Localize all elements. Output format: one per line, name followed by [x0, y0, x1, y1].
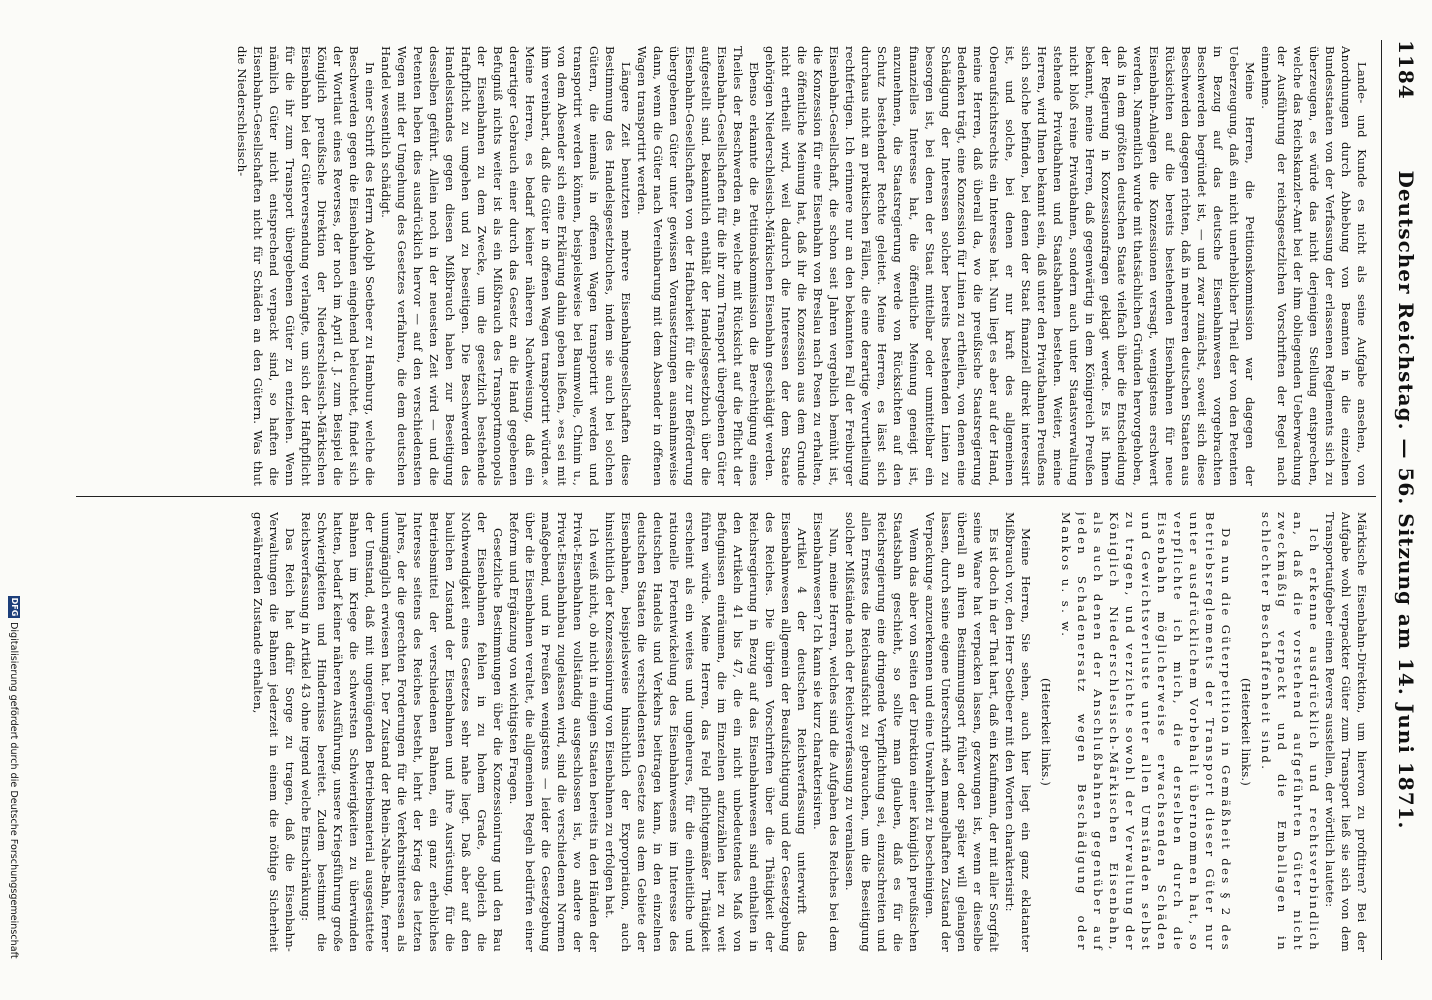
paragraph: In einer Schrift des Herrn Adolph Soetbeer zu Hamburg, welche die Beschwerden gegen die Eisenbahnen eingehend beleuchtet, findet sich der Wortlaut eines Reverses, der noch im April d. J. zum Beispiel die Königlich preußische Direktion der Niederschlesisch-Märkischen Eisenbahn bei der Güterversendung verlangte, um sich der Haftpflicht für die ihr zum Transport übergebenen Güter zu entziehen. Wenn nämlich Güter nicht entsprechend verpackt sind, so haften die Eisenbahn-Gesellschaften nicht für Schäden an den Gütern. Was thut die Niederschlesisch- — [235, 46, 377, 486]
paragraph: Da nun die Güterpetition in Gemäßheit des § 2 des Betriebsreglements der Transport dieser Güter nur unter ausdrücklichem Vorbehalt übernommen hat, so verpflichte ich mich, die derselben durch die Eisenbahn möglicherweise erwachsenden Schäden und Gewichtsverluste unter allen Umständen selbst zu tragen, und verzichte sowohl der Verwaltung der Königlich Niederschlesisch-Märkischen Eisenbahn, als auch denen der Anschlußbahnen gegenüber auf jeden Schadenersatz wegen Beschädigung oder Mankos u. s. w. — [1059, 512, 1233, 952]
paragraph: (Heiterkeit links.) — [1039, 677, 1053, 787]
running-head — [1388, 40, 1418, 960]
paragraph: Längere Zeit benutzten mehrere Eisenbahngesellschaften diese Bestimmung des Handelsgesetzbuches, indem sie auch bei solchen Gütern, die niemals in offenen Wagen transportirt werden und transportirt werden können, beispielsweise bei Baumwolle, Chinin u., von dem Absender sich eine Erklärung dahin geben ließen, »es sei mit ihm vereinbart, daß die Güter in offenen Wagen transportirt würden.« Meine Herren, es bedarf keiner näheren Nachweisung, daß ein derartiger Gebrauch einer durch das Gesetz an die Hand gegebenen Befugniß nichts weiter ist als ein Mißbrauch des Transportmonopols der Eisenbahnen zu dem Zwecke, um die gesetzlich bestehende Haftpflicht zu umgehen und zu beseitigen. Die Beschwerden des Handelsstandes gegen diesen Mißbrauch haben zur Beseitigung desselben geführt. Allein noch in der neuesten Zeit wird — und die Petenten heben dies ausdrücklich hervor — auf den verschiedensten Wegen mit der Umgehung des Gesetzes verfahren, die dem deutschen Handel wesentlich schädigt. — [379, 46, 633, 486]
paragraph: (Heiterkeit links.) — [1239, 677, 1253, 787]
text-column-left — [50, 46, 1370, 486]
dfg-logo: DFG — [10, 597, 19, 617]
paragraph: Meine Herren, Sie sehen, auch hier liegt ein ganz eklatanter Mißbrauch vor, den Herr Soetbeer mit den Worten charakterisirt: — [1003, 512, 1033, 952]
header-rule — [1381, 40, 1382, 960]
paragraph: Ich erkenne ausdrücklich und rechtsverbindlich an, daß die vorstehend aufgeführten Güter nicht zweckmäßig verpackt und die Emballagen in schlechter Beschaffenheit sind. — [1259, 512, 1321, 952]
paragraph: Ebenso erkannte die Petitionskommission die Berechtigung eines Theiles der Beschwerden an, welche mit Rücksicht auf die Pflicht der Eisenbahn-Gesellschaften für die ihr zum Transport übergebenen Güter aufgestellt sind. Bekanntlich enthält der Handelsgesetzbuch über die Eisenbahn-Gesellschaften von der Haftbarkeit für die zur Beförderung übergebenen Güter unter gewissen Voraussetzungen ausnahmsweise dann, wenn die Güter nach Vereinbarung mit dem Absender in offenen Wagen transportirt werden. — [635, 46, 761, 486]
running-title: Deutscher Reichstag. — 56. Sitzung am 14. Juni 1871. — [1394, 170, 1418, 830]
digitization-credit-text: Digitalisierung gefördert durch die Deutsche Forschungsgemeinschaft — [8, 622, 19, 959]
text-column-right — [50, 512, 1370, 952]
paragraph: Meine Herren, die Petitionskommission war dagegen der Ueberzeugung, daß ein nicht unerheblicher Theil der von den Petenten in Bezug auf das deutsche Eisenbahnwesen vorgebrachten Beschwerden begründet ist, — und zwar zunächst, soweit sich diese Beschwerden dagegen richten, daß in mehreren deutschen Staaten aus Rücksichten auf die bereits bestehenden Eisenbahnen für neue Eisenbahn-Anlagen die Konzessionen versagt, wenigstens erschwert werden. Namentlich wurde mit thatsächlichen Gründen hervorgehoben, daß in dem größten deutschen Staate vielfach über die Entscheidung der Regierung in Konzessionsfragen geklagt werde. Es ist Ihnen bekannt, meine Herren, daß gegenwärtig in dem Königreich Preußen nicht bloß reine Privatbahnen, sondern auch unter Staatsverwaltung stehende Privatbahnen und Staatsbahnen bestehen. Weiter, meine Herren, wird Ihnen bekannt sein, daß unter den Privatbahnen Preußens sich solche befinden, bei denen der Staat finanziell direkt interessirt ist, und solche, bei denen er nur kraft des allgemeinen Oberaufsichtsrechts ein Interesse hat. Nun liegt es aber auf der Hand, meine Herren, daß überall da, wo die preußische Staatsregierung Bedenken trägt, eine Konzession für Linien zu ertheilen, von denen eine Schädigung der Interessen solcher bereits bestehenden Linien zu besorgen ist, bei denen der Staat mittelbar oder unmittelbar ein finanzielles Interesse hat, die öffentliche Meinung geneigt ist, anzunehmen, die Staatsregierung werde von Rücksichten auf den Schutz bestehender Rechte geleitet. Meine Herren, es lässt sich durchaus nicht an praktischen Fällen, die eine derartige Verurtheilung rechtfertigen. Ich erinnere nur an den bekannten Fall der Freiburger Eisenbahn-Gesellschaft, die schon seit Jahren vergeblich bemüht ist, die Konzession für eine Eisenbahn von Breslau nach Posen zu erhalten, die öffentliche Meinung hat, daß ihr die Konzession aus dem Grunde nicht ertheilt wird, weil dadurch die Interessen der dem Staate gehörigen Niederschlesisch-Märkischen Eisenbahn geschädigt werden. — [763, 46, 1257, 486]
digitization-credit — [6, 596, 20, 996]
page-number: 1184 — [1394, 40, 1418, 100]
paragraph: Märkische Eisenbahn-Direktion, um hiervon zu profitiren? Bei der Aufgabe wohl verpackter Güter zum Transport ließ sie sich von dem Transportaufgeber einen Revers ausstellen, der wörtlich lautete: — [1323, 512, 1369, 952]
paragraph: Es ist doch in der That hart, daß ein Kaufmann, der mit aller Sorgfalt seine Waare hat verpacken lassen, gezwungen ist, wenn er dieselbe überall an ihren Bestimmungsort früher oder später will gelangen lassen, durch seine eigene Unterschrift »den mangelhaften Zustand der Verpackung« anzuerkennen und eine Unwahrheit zu bescheinigen. — [923, 512, 1001, 952]
paragraph: Gesetzliche Bestimmungen über die Konzessionirung und den Bau der Eisenbahnen fehlen in zu hohem Grade, obgleich die Nothwendigkeit eines Gesetzes sehr nahe liegt. Daß aber auf den baulichen Zustand der Eisenbahnen und ihre Ausrüstung, für die Betriebsmittel der verschiedenen Bahnen, ein ganz erhebliches Interesse seitens des Reiches besteht, lehrt der Krieg des letzten Jahres, der die gerechten Forderungen für die Verkehrsinteressen als unumgänglich erwiesen hat. Der Zustand der Rhein-Nahe-Bahn, ferner der Umstand, daß mit ungenügenden Betriebsmaterial ausgestattete Bahnen im Kriege die schwersten Schwierigkeiten zu überwinden hatten, bedarf keiner näheren Ausführung, unsere Kriegsführung große Schwierigkeiten und Hindernisse bereitet. Zudem bestimmt die Reichsverfassung in Artikel 43 ohne irgend welche Einschränkung: — [299, 512, 505, 952]
paragraph: Lande- und Kunde es nicht als seine Aufgabe ansehen, von Anordnungen durch Abhebung von Beamten in die einzelnen Bundesstaaten von der Verfassung der erlassenen Reglements sich zu überzeugen, es würde das nicht derjenigen Stellung entsprechen, welche das Reichskanzler-Amt bei der ihm obliegenden Ueberwachung der Ausführung der reichsgesetzlichen Vorschriften der Regel nach einnehme. — [1259, 46, 1369, 486]
paragraph: Artikel 4 der deutschen Reichsverfassung unterwirft das Eisenbahnwesen allgemein der Beaufsichtigung und der Gesetzgebung des Reiches. Die übrigen Vorschriften über die Thätigkeit der Reichsregierung in Bezug auf das Eisenbahnwesen sind enthalten in den Artikeln 41 bis 47, die ein nicht unbedeutendes Maß von Befugnissen einräumen, die im Einzelnen aufzuzählen hier zu weit führen würde. Meine Herren, das Feld pflichtgemäßer Thätigkeit erscheint als ein weites und ungeheures, für die einheitliche und rationelle Fortentwickelung des Eisenbahnwesens im Interesse des deutschen Handels und Verkehrs beitragen kann, in den einzelnen deutschen Staaten die verschiedensten Gesetze aus dem Gebiete der Eisenbahnen, beispielsweise hinsichtlich der Expropriation, auch hinsichtlich der Konzessionirung von Eisenbahnen zu erfolgen hat. — [603, 512, 809, 952]
column-divider — [76, 496, 1376, 497]
paragraph: Ich weiß nicht, ob nicht in einigen Staaten bereits in den Händen der Privat-Eisenbahnen vollständig ausgeschlossen ist, wo andere der Privat-Eisenbahnbau zugelassen wird, sind die verschiedenen Normen maßgebend, und in Preußen wenigstens — leider die Gesetzgebung über die Eisenbahnen veraltet, die allgemeinen Regeln bedürfen einer Reform und Ergänzung von wichtigsten Fragen. — [507, 512, 601, 952]
paragraph: Das Reich hat dafür Sorge zu tragen, daß die Eisenbahn-Verwaltungen die Bahnen jederzeit in einem die nöthige Sicherheit gewährenden Zustande erhalten, — [251, 512, 297, 952]
paragraph: Wenn das aber von Seiten der Direktion einer königlich preußischen Staatsbahn geschieht, so sollte man glauben, daß es für die Reichsregierung eine dringende Verpflichtung sei, einzuschreiten und allen Ernstes die Reichsaufsicht zu gebrauchen, um die Beseitigung solcher Mißstände nach der Reichsverfassung zu veranlassen. — [843, 512, 921, 952]
paragraph: Nun, meine Herren, welches sind die Aufgaben des Reiches bei dem Eisenbahnwesen? Ich kann sie kurz charakterisiren. — [811, 512, 841, 952]
